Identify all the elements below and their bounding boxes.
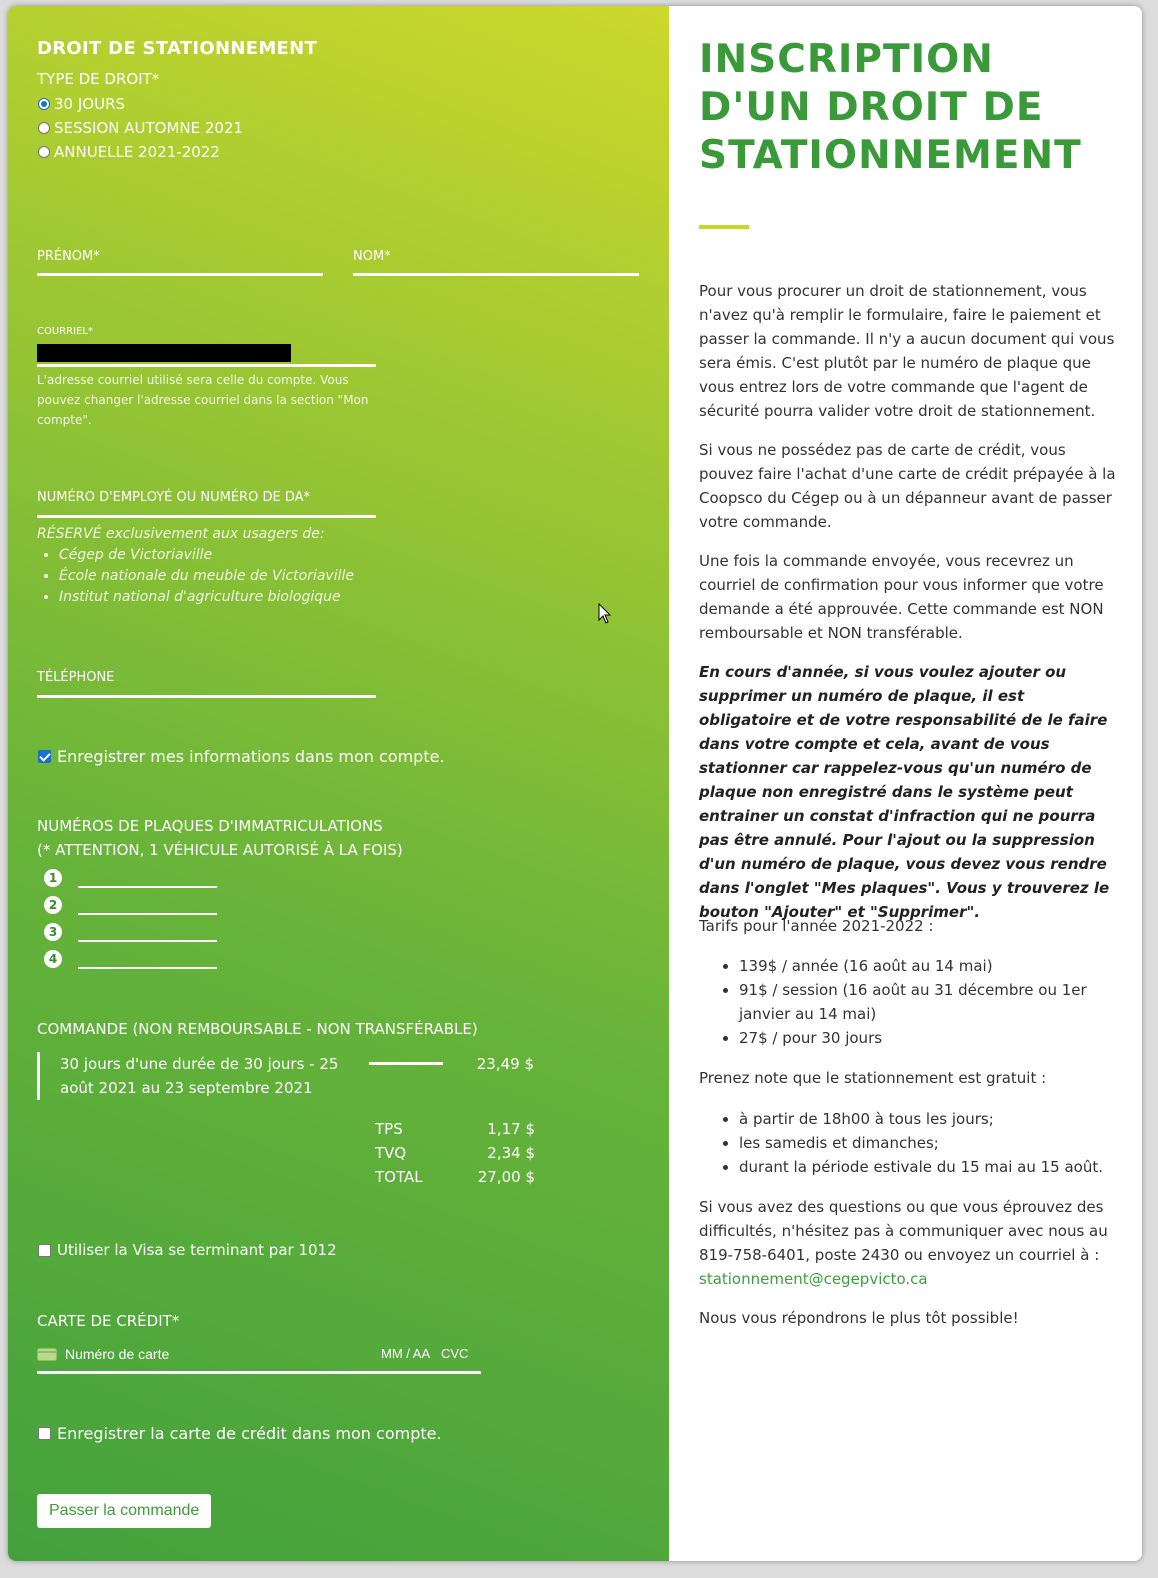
- list-item: • Cégep de Victoriaville: [59, 545, 437, 566]
- type-radio-group: [38, 92, 243, 164]
- order-form: [8, 6, 669, 1561]
- save-card-checkbox[interactable]: [38, 1427, 51, 1440]
- order-item-bar: [37, 1052, 40, 1100]
- radio-label: 30 JOURS: [54, 95, 126, 113]
- info-paragraph-2: Si vous ne possédez pas de carte de crédit, vous pouvez faire l'achat d'une carte de crédit prépayée à la Coopsco du Cégep ou à un dépanneur avant de passer votre commande.: [699, 441, 1116, 531]
- order-item-separator: [369, 1062, 443, 1065]
- list-item: • 27$ / pour 30 jours: [739, 1026, 1117, 1050]
- use-visa-label: Utiliser la Visa se terminant par 1012: [57, 1241, 337, 1259]
- plate-number-1: 1: [44, 869, 62, 887]
- nom-label: NOM*: [353, 249, 391, 264]
- tps-value: 1,17 $: [487, 1120, 535, 1138]
- order-item-price: 23,49 $: [476, 1055, 534, 1073]
- tarifs-list: [739, 954, 1117, 1050]
- total-label: TOTAL: [375, 1168, 423, 1186]
- courriel-redacted-value: [37, 344, 291, 362]
- contact-paragraph: [699, 1195, 1117, 1291]
- radio-label: SESSION AUTOMNE 2021: [54, 119, 244, 137]
- reserve-list: [59, 545, 437, 608]
- page-title: INSCRIPTION D'UN DROIT DE STATIONNEMENT: [699, 37, 1082, 178]
- courriel-hint: L'adresse courriel utilisé sera celle du compte. Vous pouvez changer l'adresse courriel dans la section "Mon compte".: [37, 373, 369, 427]
- telephone-input[interactable]: [37, 695, 376, 698]
- employe-label: NUMÉRO D'EMPLOYÉ OU NUMÉRO DE DA*: [37, 490, 310, 505]
- list-item: • Institut national d'agriculture biologique: [59, 587, 437, 608]
- radio-button[interactable]: [38, 98, 50, 110]
- prenom-input[interactable]: [37, 273, 323, 276]
- card-cvc-field[interactable]: CVC: [441, 1346, 469, 1361]
- gratuit-title: Prenez note que le stationnement est gratuit :: [699, 1069, 1047, 1087]
- totals: [375, 1120, 535, 1192]
- radio-option-session[interactable]: [38, 116, 243, 140]
- plate-input-3[interactable]: [78, 940, 217, 942]
- mouse-cursor-icon: [598, 603, 612, 625]
- prenom-label: PRÉNOM*: [37, 249, 100, 264]
- tps-label: TPS: [375, 1120, 403, 1138]
- use-visa-checkbox[interactable]: [38, 1244, 51, 1257]
- list-item: • durant la période estivale du 15 mai au 15 août.: [739, 1155, 1117, 1179]
- submit-order-button[interactable]: Passer la commande: [37, 1494, 211, 1528]
- list-item: • 91$ / session (16 août au 31 décembre ou 1er janvier au 14 mai): [739, 978, 1117, 1026]
- card-expiry-field[interactable]: MM / AA: [381, 1346, 431, 1361]
- reserve-notice: [37, 524, 437, 608]
- list-item: • École nationale du meuble de Victoriaville: [59, 566, 437, 587]
- order-title: COMMANDE (NON REMBOURSABLE - NON TRANSFÉRABLE): [37, 1020, 478, 1038]
- tvq-value: 2,34 $: [487, 1144, 535, 1162]
- form-section-title: DROIT DE STATIONNEMENT: [37, 38, 318, 59]
- info-paragraph-1: Pour vous procurer un droit de stationnement, vous n'avez qu'à remplir le formulaire, faire le paiement et passer la commande. Il n'y a aucun document qui vous sera émis. C'est plutôt par le numéro de plaque que vous entrez lors de votre commande que l'agent de sécurité pourra valider votre droit de stationnement.: [699, 282, 1115, 420]
- card-input-underline: [37, 1371, 481, 1374]
- page-frame: [8, 6, 1142, 1561]
- plate-input-2[interactable]: [78, 913, 217, 915]
- plate-number-2: 2: [44, 896, 62, 914]
- contact-email-link[interactable]: stationnement@cegepvicto.ca: [699, 1270, 928, 1288]
- save-info-checkbox[interactable]: [38, 750, 51, 763]
- radio-option-30-jours[interactable]: [38, 92, 243, 116]
- credit-card-icon: [37, 1348, 57, 1361]
- reserve-text: RÉSERVÉ exclusivement aux usagers de:: [37, 526, 325, 542]
- list-item: • 139$ / année (16 août au 14 mai): [739, 954, 1117, 978]
- card-number-field[interactable]: Numéro de carte: [65, 1346, 170, 1362]
- courriel-input[interactable]: [37, 364, 376, 367]
- radio-label: ANNUELLE 2021-2022: [54, 143, 220, 161]
- radio-button[interactable]: [38, 122, 50, 134]
- save-info-row[interactable]: [38, 747, 445, 766]
- title-accent-bar: [699, 225, 749, 229]
- contact-text: Si vous avez des questions ou que vous éprouvez des difficultés, n'hésitez pas à communiquer avec nous au 819-758-6401, poste 2430 ou envoyez un courriel à :: [699, 1198, 1108, 1264]
- plates-title: NUMÉROS DE PLAQUES D'IMMATRICULATIONS: [37, 817, 383, 835]
- plates-subtitle: (* ATTENTION, 1 VÉHICULE AUTORISÉ À LA FOIS): [37, 841, 403, 859]
- order-item-desc: 30 jours d'une durée de 30 jours - 25 août 2021 au 23 septembre 2021: [60, 1055, 339, 1097]
- list-item: • à partir de 18h00 à tous les jours;: [739, 1107, 1117, 1131]
- gratuit-list: [739, 1107, 1117, 1179]
- card-input[interactable]: [37, 1346, 481, 1366]
- radio-option-annuelle[interactable]: [38, 140, 243, 164]
- tarifs-list-container: [699, 954, 1117, 1050]
- save-card-label: Enregistrer la carte de crédit dans mon compte.: [57, 1424, 442, 1443]
- tarifs-title: Tarifs pour l'année 2021-2022 :: [699, 917, 934, 935]
- tvq-row: [375, 1144, 535, 1168]
- nom-input[interactable]: [353, 273, 639, 276]
- list-item: • les samedis et dimanches;: [739, 1131, 1117, 1155]
- plate-number-4: 4: [44, 950, 62, 968]
- gratuit-list-container: [699, 1107, 1117, 1179]
- employe-input[interactable]: [37, 515, 376, 518]
- type-label: TYPE DE DROIT*: [37, 70, 160, 88]
- save-info-label: Enregistrer mes informations dans mon compte.: [57, 747, 445, 766]
- info-paragraph-4: En cours d'année, si vous voulez ajouter ou supprimer un numéro de plaque, il est obligatoire et de votre responsabilité de le faire dans votre compte et cela, avant de vous stationner car rappelez-vous qu'un numéro de plaque non enregistré dans le système peut entrainer un constat d'infraction qui ne pourra pas être annulé. Pour l'ajout ou la suppression d'un numéro de plaque, vous devez vous rendre dans l'onglet "Mes plaques". Vous y trouverez le bouton "Ajouter" et "Supprimer".: [699, 663, 1110, 921]
- telephone-label: TÉLÉPHONE: [37, 670, 115, 685]
- info-panel: [669, 6, 1142, 1561]
- plate-number-3: 3: [44, 923, 62, 941]
- radio-button[interactable]: [38, 146, 50, 158]
- tps-row: [375, 1120, 535, 1144]
- courriel-label: COURRIEL*: [37, 326, 93, 337]
- plate-input-1[interactable]: [78, 886, 217, 888]
- total-value: 27,00 $: [477, 1168, 535, 1186]
- tvq-label: TVQ: [375, 1144, 407, 1162]
- info-paragraph-3: Une fois la commande envoyée, vous recevrez un courriel de confirmation pour vous informer que votre demande a été approuvée. Cette commande est NON remboursable et NON transférable.: [699, 552, 1104, 642]
- total-row: [375, 1168, 535, 1192]
- plate-input-4[interactable]: [78, 967, 217, 969]
- use-visa-row[interactable]: [38, 1241, 337, 1259]
- card-label: CARTE DE CRÉDIT*: [37, 1312, 180, 1330]
- save-card-row[interactable]: [38, 1424, 442, 1443]
- closing-text: Nous vous répondrons le plus tôt possible!: [699, 1309, 1019, 1327]
